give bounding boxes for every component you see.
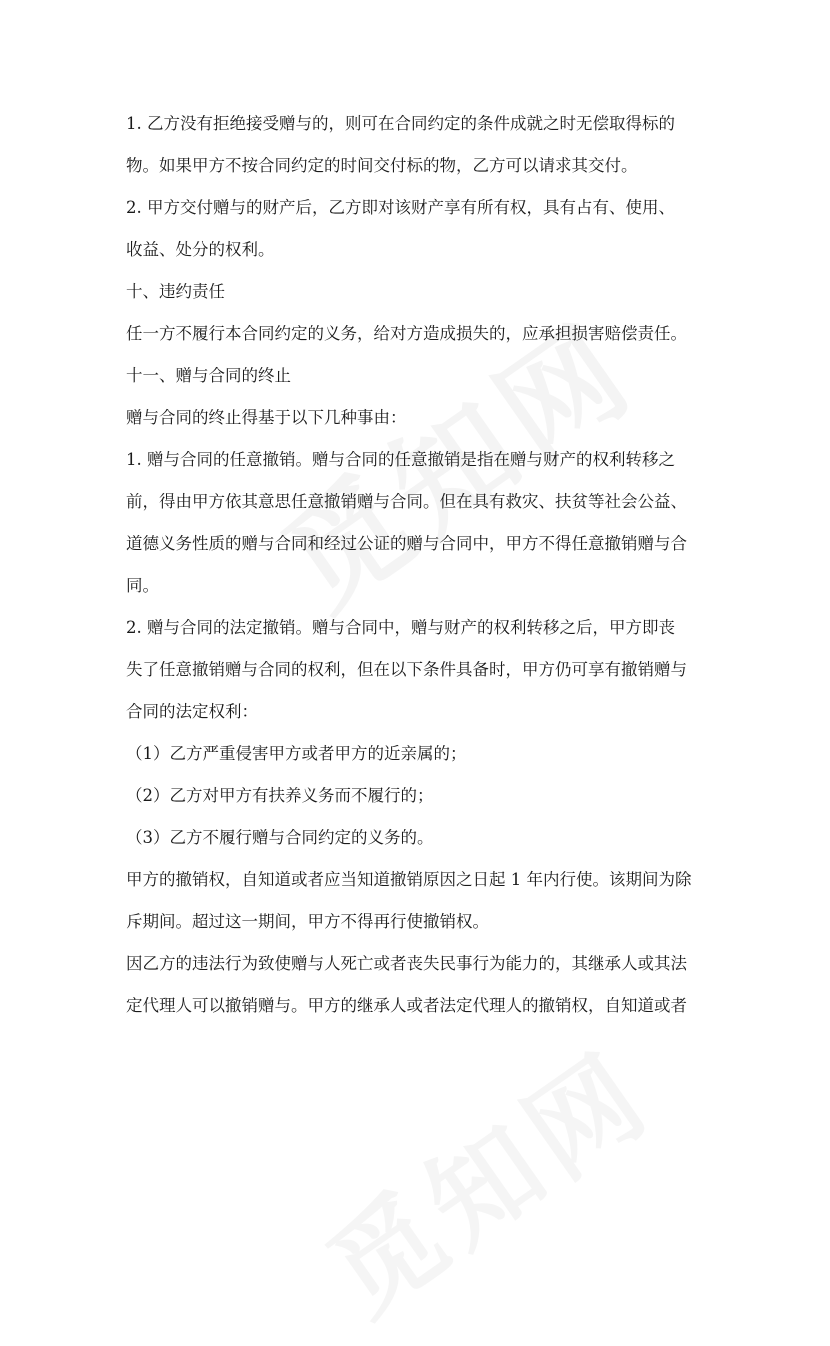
paragraph-line: 同。 (126, 576, 159, 595)
paragraph-line: 斥期间。超过这一期间，甲方不得再行使撤销权。 (126, 912, 489, 931)
section-heading: 十、违约责任 (126, 282, 225, 301)
watermark-bottom (292, 974, 728, 1346)
paragraph-line: 因乙方的违法行为致使赠与人死亡或者丧失民事行为能力的，其继承人或其法 (126, 954, 687, 973)
paragraph-line: 失了任意撤销赠与合同的权利，但在以下条件具备时，甲方仍可享有撤销赠与 (126, 660, 687, 679)
paragraph-line: 2. 赠与合同的法定撤销。赠与合同中，赠与财产的权利转移之后，甲方即丧 (126, 618, 675, 637)
list-item: （3）乙方不履行赠与合同约定的义务的。 (126, 828, 434, 847)
paragraph-line: 赠与合同的终止得基于以下几种事由： (126, 408, 407, 427)
paragraph-line: 收益、处分的权利。 (126, 240, 275, 259)
paragraph-line: 物。如果甲方不按合同约定的时间交付标的物，乙方可以请求其交付。 (126, 156, 638, 175)
paragraph-line: 甲方的撤销权，自知道或者应当知道撤销原因之日起 1 年内行使。该期间为除 (126, 870, 692, 889)
paragraph-line: 1. 乙方没有拒绝接受赠与的，则可在合同约定的条件成就之时无偿取得标的 (126, 114, 675, 133)
list-item: （2）乙方对甲方有扶养义务而不履行的； (126, 786, 434, 805)
paragraph-line: 道德义务性质的赠与合同和经过公证的赠与合同中，甲方不得任意撤销赠与合 (126, 534, 687, 553)
paragraph-line: 前，得由甲方依其意思任意撤销赠与合同。但在具有救灾、扶贫等社会公益、 (126, 492, 687, 511)
paragraph-line: 任一方不履行本合同约定的义务，给对方造成损失的，应承担损害赔偿责任。 (126, 324, 687, 343)
paragraph-line: 定代理人可以撤销赠与。甲方的继承人或者法定代理人的撤销权，自知道或者 (126, 996, 687, 1015)
document-body (126, 103, 716, 1027)
paragraph-line: 2. 甲方交付赠与的财产后，乙方即对该财产享有所有权，具有占有、使用、 (126, 198, 675, 217)
paragraph-line: 1. 赠与合同的任意撤销。赠与合同的任意撤销是指在赠与财产的权利转移之 (126, 450, 675, 469)
paragraph-line: 合同的法定权利： (126, 702, 258, 721)
list-item: （1）乙方严重侵害甲方或者甲方的近亲属的； (126, 744, 467, 763)
section-heading: 十一、赠与合同的终止 (126, 366, 291, 385)
